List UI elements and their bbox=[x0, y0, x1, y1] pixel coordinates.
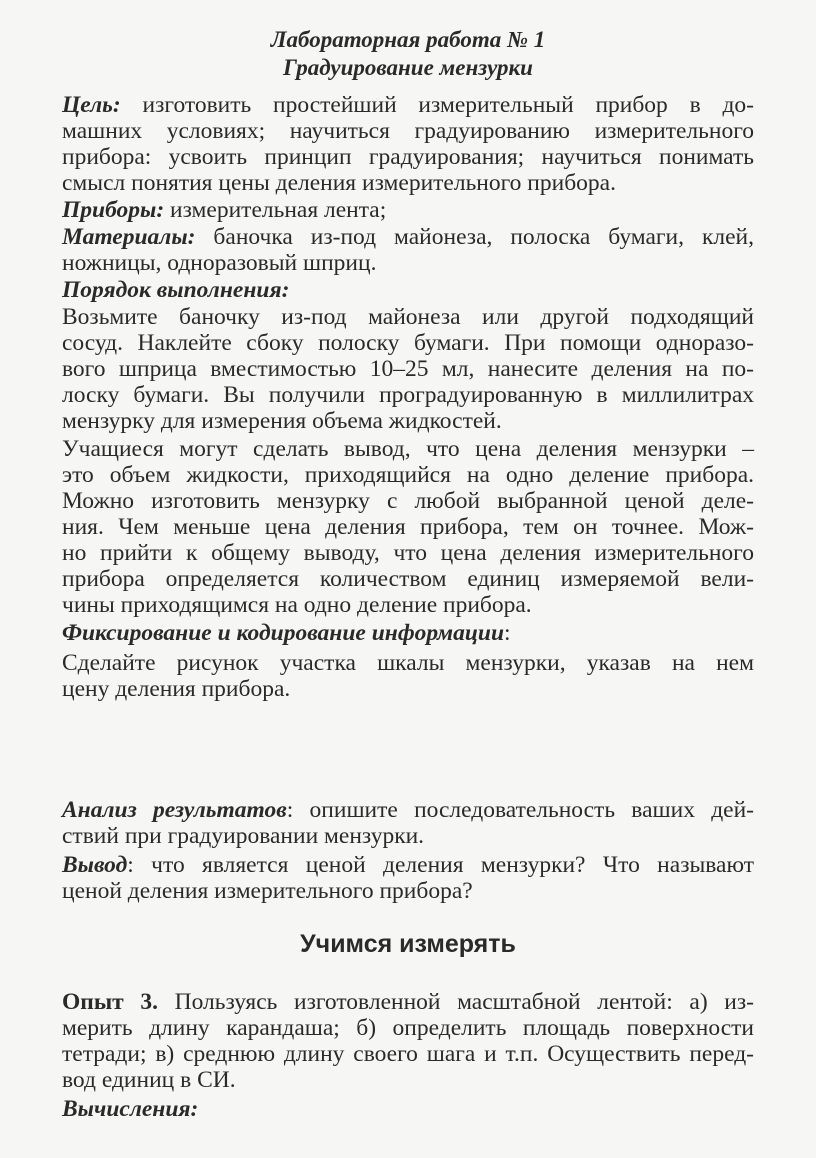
procedure-p2-line-4: ния. Чем меньше цена деления прибора, тем он точнее. Мож- bbox=[62, 514, 754, 540]
instruments-label: Приборы: bbox=[62, 197, 165, 223]
calculations-label: Вычисления: bbox=[62, 1096, 199, 1122]
procedure-p1-line-1: Возьмите баночку из-под майонеза или другой подходящий bbox=[62, 304, 754, 330]
conclusion-label: Вывод bbox=[62, 852, 128, 878]
procedure-p1-line-2: сосуд. Наклейте сбоку полоску бумаги. При помощи одноразо- bbox=[62, 330, 754, 356]
lab-subtitle: Градуирование мензурки bbox=[283, 55, 533, 80]
analysis-label: Анализ результатов bbox=[62, 797, 287, 823]
materials-line-1: Материалы: баночка из-под майонеза, полоска бумаги, клей, bbox=[62, 224, 754, 250]
fixation-label: Фиксирование и кодирование информации bbox=[62, 620, 505, 646]
procedure-p2-line-5: но прийти к общему выводу, что цена деления измерительного bbox=[62, 540, 754, 566]
instruments-line: Приборы: измерительная лента; bbox=[62, 197, 387, 223]
experiment-line-4: вод единиц в СИ. bbox=[62, 1067, 236, 1093]
section-heading: Учимся измерять bbox=[300, 930, 516, 958]
procedure-p1-line-4: лоску бумаги. Вы получили проградуированную в миллилитрах bbox=[62, 382, 754, 408]
conclusion-line-2: ценой деления измерительного прибора? bbox=[62, 878, 473, 904]
procedure-label: Порядок выполнения: bbox=[62, 277, 290, 303]
goal-label: Цель: bbox=[62, 92, 121, 118]
analysis-line-1: Анализ результатов: опишите последовательность ваших дей- bbox=[62, 797, 754, 823]
goal-line-4: смысл понятия цены деления измерительного прибора. bbox=[62, 170, 616, 196]
procedure-p2-line-3: Можно изготовить мензурку с любой выбранной ценой деле- bbox=[62, 488, 754, 514]
goal-line-1: Цель: изготовить простейший измерительный прибор в до- bbox=[62, 92, 754, 118]
experiment-line-2: мерить длину карандаша; б) определить площадь поверхности bbox=[62, 1015, 754, 1041]
fixation-line-2: цену деления прибора. bbox=[62, 676, 291, 702]
procedure-p2-line-7: чины приходящимся на одно деление прибора. bbox=[62, 592, 532, 618]
procedure-p2-line-2: это объем жидкости, приходящийся на одно деление прибора. bbox=[62, 462, 754, 488]
analysis-line-2: ствий при градуировании мензурки. bbox=[62, 823, 425, 849]
procedure-p1-line-3: вого шприца вместимостью 10–25 мл, нанесите деления на по- bbox=[62, 356, 754, 382]
experiment-line-1: Опыт 3. Пользуясь изготовленной масштабной лентой: а) из- bbox=[62, 989, 754, 1015]
lab-title: Лабораторная работа № 1 bbox=[270, 27, 546, 52]
conclusion-line-1: Вывод: что является ценой деления мензурки? Что называют bbox=[62, 852, 754, 878]
fixation-heading: Фиксирование и кодирование информации: bbox=[62, 620, 511, 646]
experiment-label: Опыт 3. bbox=[62, 989, 158, 1015]
procedure-p1-line-5: мензурку для измерения объема жидкостей. bbox=[62, 408, 502, 434]
goal-line-2: машних условиях; научиться градуированию измерительного bbox=[62, 118, 754, 144]
materials-line-2: ножницы, одноразовый шприц. bbox=[62, 250, 377, 276]
materials-label: Материалы: bbox=[62, 224, 196, 250]
experiment-line-3: тетради; в) среднюю длину своего шага и т.п. Осуществить перед- bbox=[62, 1041, 754, 1067]
procedure-p2-line-1: Учащиеся могут сделать вывод, что цена деления мензурки – bbox=[62, 436, 754, 462]
procedure-p2-line-6: прибора определяется количеством единиц измеряемой вели- bbox=[62, 566, 754, 592]
goal-line-3: прибора: усвоить принцип градуирования; научиться понимать bbox=[62, 144, 754, 170]
fixation-line-1: Сделайте рисунок участка шкалы мензурки, указав на нем bbox=[62, 650, 754, 676]
